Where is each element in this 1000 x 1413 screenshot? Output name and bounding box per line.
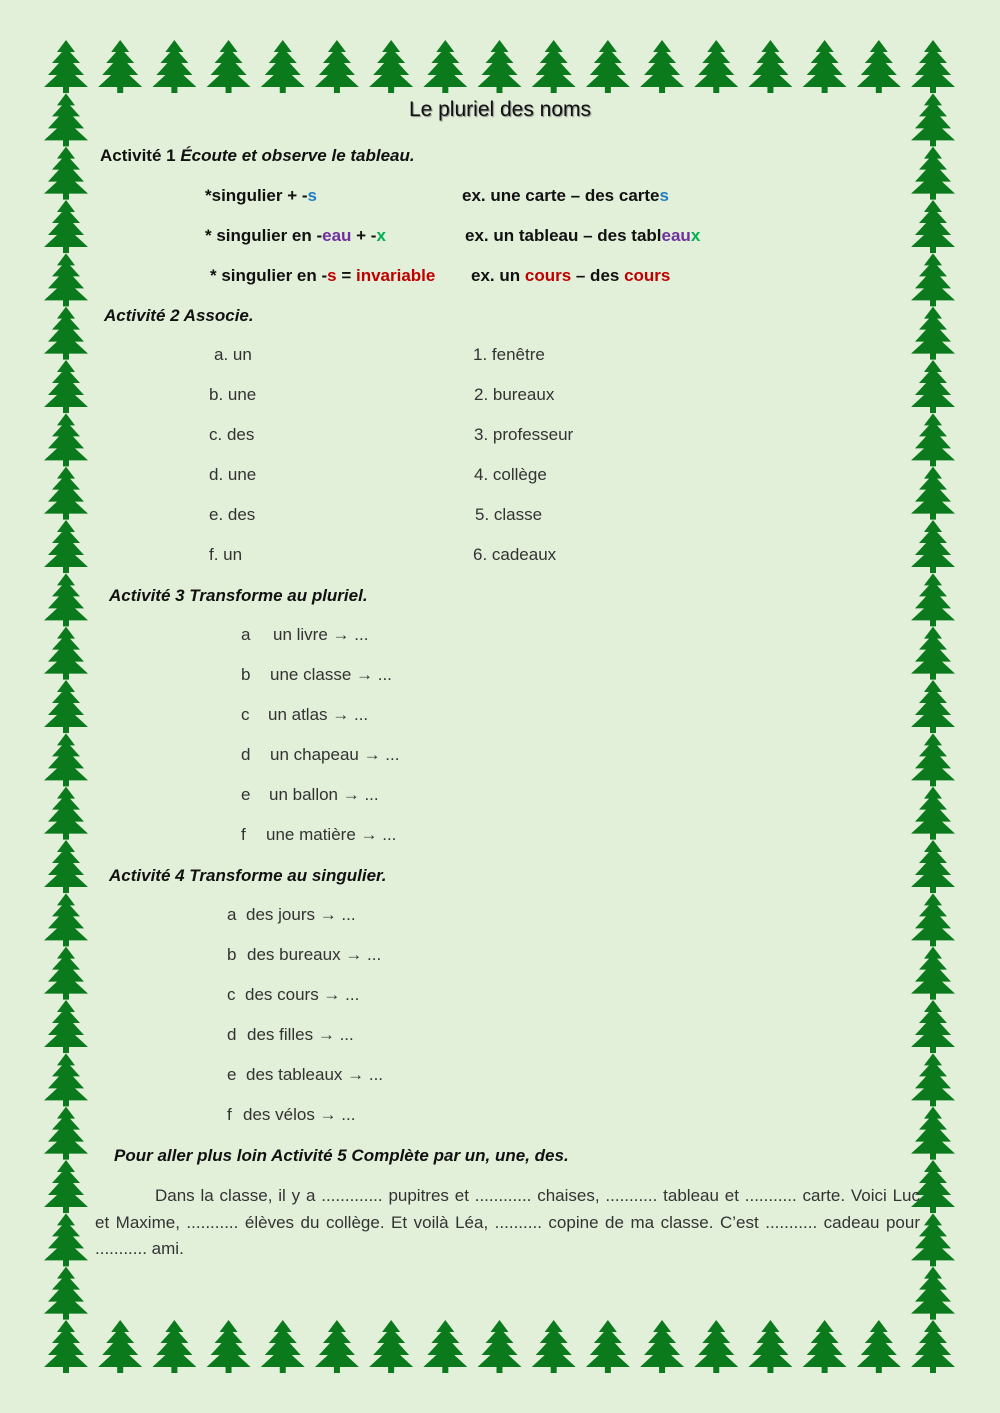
christmas-tree-icon [369,1320,413,1373]
christmas-tree-icon [911,1107,955,1160]
christmas-tree-icon [44,627,88,680]
christmas-tree-icon [857,40,901,93]
singular-exercise-letter: d [227,1025,237,1044]
christmas-tree-icon [911,1320,955,1373]
match-left-item: f. un [209,545,243,564]
activity2-heading: Activité 2 Associe. [104,306,254,325]
christmas-tree-icon [478,40,522,93]
christmas-tree-icon [261,1320,305,1373]
rule-3-example: ex. un cours – des cours [471,266,671,285]
christmas-tree-icon [98,1320,142,1373]
activity4-heading: Activité 4 Transforme au singulier. [109,866,387,885]
christmas-tree-icon [44,147,88,200]
activity1-instruction: Écoute et observe le tableau. [180,146,415,165]
rule-2-example: ex. un tableau – des tableaux [465,226,701,245]
plural-exercise-item: un ballon → ... [269,785,379,804]
christmas-tree-icon [44,413,88,466]
plural-exercise-letter: e [241,785,251,804]
fill-in-paragraph: Dans la classe, il y a ............. pupitres et ............ chaises, ........... tableau et ........... carte. Voici Luc et Maxime, ........... élèves du collège. Et voilà Léa, .......... copine de ma classe. C’est ........... cadeau pour ........... ami. [95,1186,920,1258]
singular-exercise-letter: c [227,985,236,1004]
christmas-tree-icon [911,840,955,893]
christmas-tree-icon [98,40,142,93]
singular-exercise-letter: a [227,905,237,924]
match-right-item: 2. bureaux [474,385,555,404]
christmas-tree-icon [152,40,196,93]
rule-3: * singulier en -s = invariable [210,266,436,285]
christmas-tree-icon [911,147,955,200]
match-right-item: 4. collège [474,465,547,484]
rule-1-example: ex. une carte – des cartes [462,186,669,205]
christmas-tree-icon [44,893,88,946]
singular-exercise-item: des bureaux → ... [247,945,382,964]
christmas-tree-icon [911,627,955,680]
christmas-tree-icon [748,1320,792,1373]
christmas-tree-icon [911,1267,955,1320]
christmas-tree-icon [152,1320,196,1373]
christmas-tree-icon [911,413,955,466]
plural-exercise-letter: d [241,745,251,764]
plural-exercise-letter: c [241,705,250,724]
christmas-tree-icon [911,360,955,413]
christmas-tree-icon [857,1320,901,1373]
christmas-tree-icon [640,1320,684,1373]
christmas-tree-icon [369,40,413,93]
singular-exercise-item: des filles → ... [247,1025,354,1044]
christmas-tree-icon [911,1053,955,1106]
plural-exercise-item: une matière → ... [266,825,397,844]
christmas-tree-icon [640,40,684,93]
christmas-tree-icon [586,40,630,93]
christmas-tree-icon [911,40,955,93]
christmas-tree-icon [44,1107,88,1160]
match-right-item: 5. classe [475,505,543,524]
christmas-tree-icon [694,40,738,93]
singular-exercise-item: des vélos → ... [243,1105,356,1124]
christmas-tree-icon [911,253,955,306]
match-left-item: b. une [209,385,257,404]
christmas-tree-icon [44,467,88,520]
activity1-label: Activité 1 [100,146,181,165]
plural-exercise-item: un livre → ... [273,625,369,644]
christmas-tree-icon [44,360,88,413]
plural-exercise-item: une classe → ... [270,665,392,684]
singular-exercise-letter: f [227,1105,232,1124]
activity1-heading [100,146,415,166]
christmas-tree-icon [911,787,955,840]
christmas-tree-icon [44,200,88,253]
christmas-tree-icon [44,1213,88,1266]
page-title: Le pluriel des noms [408,98,592,121]
christmas-tree-icon [44,1160,88,1213]
christmas-tree-icon [748,40,792,93]
rule-1: *singulier + -s [205,186,317,205]
christmas-tree-icon [911,680,955,733]
christmas-tree-icon [44,1267,88,1320]
singular-exercise-item: des cours → ... [245,985,360,1004]
christmas-tree-icon [911,893,955,946]
singular-exercise-letter: e [227,1065,237,1084]
christmas-tree-icon [315,40,359,93]
christmas-tree-icon [44,1000,88,1053]
christmas-tree-icon [207,1320,251,1373]
christmas-tree-icon [911,520,955,573]
christmas-tree-icon [423,40,467,93]
plural-exercise-item: un atlas → ... [268,705,369,724]
singular-exercise-item: des tableaux → ... [246,1065,384,1084]
singular-exercise-letter: b [227,945,237,964]
match-left-item: d. une [209,465,257,484]
singular-exercise-item: des jours → ... [246,905,356,924]
christmas-tree-icon [44,787,88,840]
christmas-tree-icon [44,253,88,306]
christmas-tree-icon [911,467,955,520]
christmas-tree-icon [44,573,88,626]
christmas-tree-icon [44,1320,88,1373]
christmas-tree-icon [315,1320,359,1373]
christmas-tree-icon [478,1320,522,1373]
christmas-tree-icon [911,573,955,626]
christmas-tree-icon [44,520,88,573]
plural-exercise-letter: f [241,825,246,844]
christmas-tree-icon [423,1320,467,1373]
match-right-item: 3. professeur [474,425,574,444]
plural-exercise-item: un chapeau → ... [270,745,400,764]
christmas-tree-icon [44,1053,88,1106]
christmas-tree-icon [44,947,88,1000]
christmas-tree-icon [44,680,88,733]
christmas-tree-icon [911,1000,955,1053]
activity3-heading: Activité 3 Transforme au pluriel. [109,586,368,605]
activity5-heading: Pour aller plus loin Activité 5 Complète par un, une, des. [114,1146,569,1165]
match-right-item: 1. fenêtre [473,345,545,364]
christmas-tree-icon [803,40,847,93]
plural-exercise-letter: a [241,625,251,644]
match-right-item: 6. cadeaux [473,545,557,564]
christmas-tree-icon [911,200,955,253]
christmas-tree-icon [911,307,955,360]
christmas-tree-icon [532,1320,576,1373]
christmas-tree-icon [44,307,88,360]
christmas-tree-icon [911,947,955,1000]
christmas-tree-icon [586,1320,630,1373]
match-left-item: c. des [209,425,255,444]
rule-2: * singulier en -eau + -x [205,226,386,245]
christmas-tree-icon [911,733,955,786]
christmas-tree-icon [44,840,88,893]
christmas-tree-icon [207,40,251,93]
match-left-item: e. des [209,505,256,524]
christmas-tree-icon [532,40,576,93]
christmas-tree-icon [261,40,305,93]
christmas-tree-icon [44,40,88,93]
christmas-tree-icon [694,1320,738,1373]
christmas-tree-icon [44,733,88,786]
christmas-tree-icon [803,1320,847,1373]
plural-exercise-letter: b [241,665,251,684]
match-left-item: a. un [214,345,252,364]
